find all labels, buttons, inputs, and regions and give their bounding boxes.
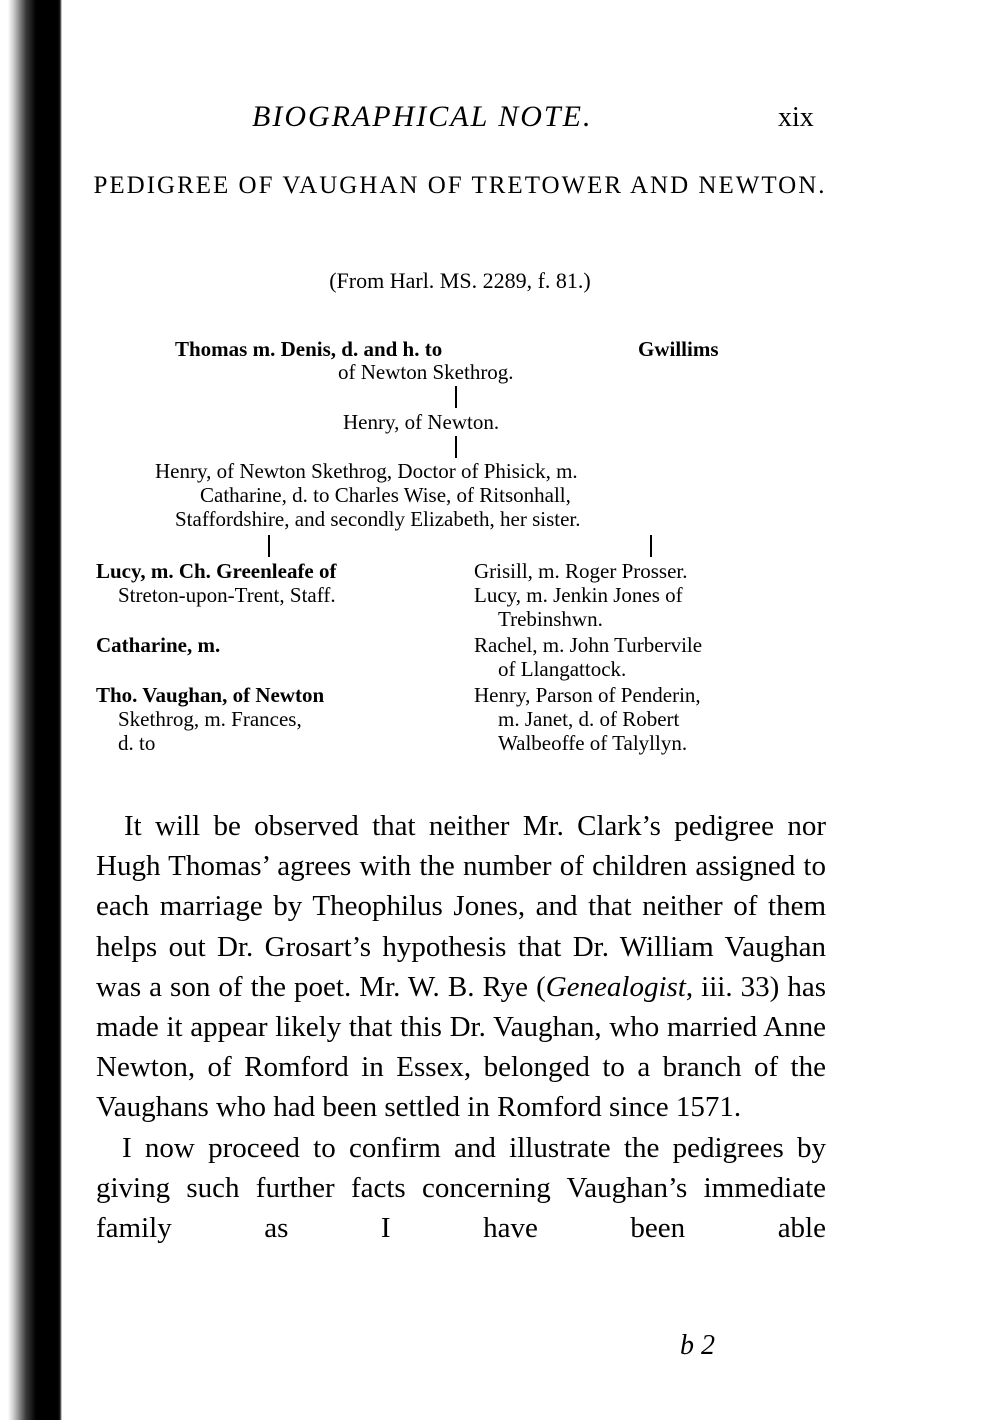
left-child-1-line2: Streton-upon-Trent, Staff. bbox=[118, 583, 336, 607]
right-child-1: Grisill, m. Roger Prosser. bbox=[474, 559, 688, 583]
right-child-2-line1: Lucy, m. Jenkin Jones of bbox=[474, 583, 683, 607]
gen1-line2: of Newton Skethrog. bbox=[338, 360, 514, 384]
gen3-line2: Catharine, d. to Charles Wise, of Ritsonhall, bbox=[200, 483, 571, 507]
descent-line-right bbox=[650, 535, 652, 557]
right-child-3-line2: of Llangattock. bbox=[498, 657, 627, 681]
gen3-line3: Staffordshire, and secondly Elizabeth, her sister. bbox=[175, 507, 581, 531]
left-child-3-line1: Tho. Vaughan, of Newton bbox=[96, 683, 325, 707]
descent-line-2 bbox=[455, 436, 457, 458]
left-child-1-line1: Lucy, m. Ch. Greenleafe of bbox=[96, 559, 337, 583]
gen3-line1: Henry, of Newton Skethrog, Doctor of Phisick, m. bbox=[155, 459, 578, 483]
page-number: xix bbox=[778, 102, 814, 133]
right-child-3-line1: Rachel, m. John Turbervile bbox=[474, 633, 703, 657]
body-text bbox=[96, 806, 826, 1248]
right-child-2-line2: Trebinshwn. bbox=[498, 607, 603, 631]
descent-line-1 bbox=[455, 386, 457, 408]
paragraph-1-part-a: It will be observed that neither Mr. Clark’s pedigree nor Hugh Thomas’ agrees with the number of children assigned to each marriage by Theophilus Jones, and that neither of them helps out Dr. Grosart’s hypothesis that Dr. William Vaughan was a son of the poet. Mr. W. B. Rye ( bbox=[96, 810, 826, 1003]
signature-mark: b 2 bbox=[680, 1330, 715, 1361]
descent-line-left bbox=[268, 535, 270, 557]
left-child-2: Catharine, m. bbox=[96, 633, 221, 657]
left-child-3-line2: Skethrog, m. Frances, bbox=[118, 707, 302, 731]
right-child-4-line1: Henry, Parson of Penderin, bbox=[474, 683, 701, 707]
gen2-name: Henry, of Newton. bbox=[343, 410, 500, 434]
left-child-3-line3: d. to bbox=[118, 731, 156, 755]
pedigree-title: PEDIGREE OF VAUGHAN OF TRETOWER AND NEWTON. bbox=[93, 172, 827, 199]
book-binding-edge bbox=[0, 0, 62, 1420]
paragraph-1-part-b: , iii. 33) has made it appear likely that this Dr. Vaughan, who married Anne Newton, of Romford in Essex, belonged to a branch of the Vaughans who had been settled in Romford since 1571. bbox=[96, 970, 826, 1124]
gen1-side-name: Gwillims bbox=[638, 337, 719, 361]
right-child-4-line3: Walbeoffe of Talyllyn. bbox=[498, 731, 688, 755]
paragraph-1 bbox=[96, 806, 826, 1128]
pedigree-source: (From Harl. MS. 2289, f. 81.) bbox=[329, 268, 591, 293]
genealogist-title: Genealogist bbox=[545, 970, 686, 1003]
paragraph-2: I now proceed to confirm and illustrate the pedigrees by giving such further facts concerning Vaughan’s immediate family as I have been able bbox=[96, 1131, 826, 1245]
running-title: BIOGRAPHICAL NOTE. bbox=[252, 100, 593, 133]
right-child-4-line2: m. Janet, d. of Robert bbox=[498, 707, 680, 731]
gen1-line1: Thomas m. Denis, d. and h. to bbox=[175, 337, 443, 361]
